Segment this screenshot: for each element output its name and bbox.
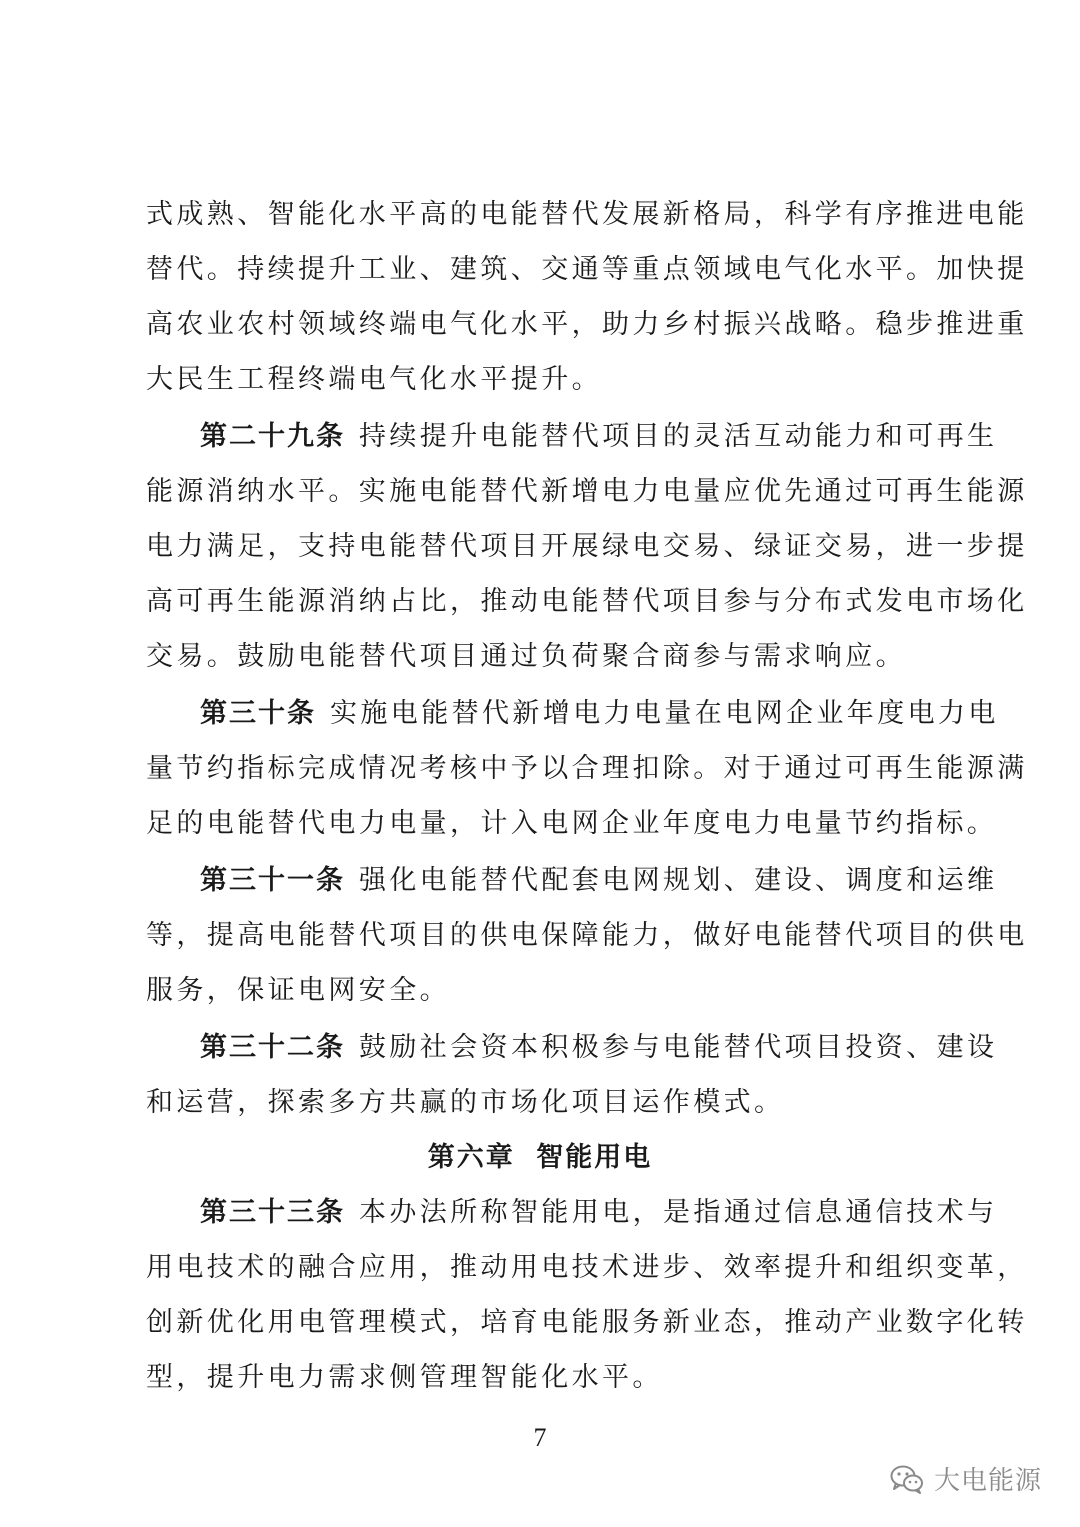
paragraph-line: 等，提高电能替代项目的供电保障能力，做好电能替代项目的供电 xyxy=(146,920,1028,951)
article-29-label: 第二十九条 xyxy=(200,421,345,452)
paragraph-line: 高农业农村领域终端电气化水平，助力乡村振兴战略。稳步推进重 xyxy=(146,309,1028,340)
paragraph-line: 式成熟、智能化水平高的电能替代发展新格局，科学有序推进电能 xyxy=(146,199,1028,230)
article-33-first-line xyxy=(200,1195,998,1231)
article-31-text: 强化电能替代配套电网规划、建设、调度和运维 xyxy=(359,865,998,896)
article-32-label: 第三十二条 xyxy=(200,1032,345,1063)
article-30-label: 第三十条 xyxy=(200,698,316,729)
article-33-label: 第三十三条 xyxy=(200,1197,345,1228)
article-32-first-line xyxy=(200,1030,998,1066)
article-33-text: 本办法所称智能用电，是指通过信息通信技术与 xyxy=(359,1197,998,1228)
paragraph-line: 型，提升电力需求侧管理智能化水平。 xyxy=(146,1362,663,1393)
article-29-text: 持续提升电能替代项目的灵活互动能力和可再生 xyxy=(359,421,998,452)
page-number: 7 xyxy=(533,1423,547,1452)
paragraph-line: 和运营，探索多方共赢的市场化项目运作模式。 xyxy=(146,1087,785,1118)
watermark xyxy=(890,1460,1042,1497)
paragraph-line: 高可再生能源消纳占比，推动电能替代项目参与分布式发电市场化 xyxy=(146,586,1028,617)
watermark-text: 大电能源 xyxy=(933,1466,1042,1496)
paragraph-line: 用电技术的融合应用，推动用电技术进步、效率提升和组织变革， xyxy=(146,1252,1028,1283)
paragraph-line: 电力满足，支持电能替代项目开展绿电交易、绿证交易，进一步提 xyxy=(146,531,1028,562)
paragraph-line: 大民生工程终端电气化水平提升。 xyxy=(146,364,602,395)
paragraph-line: 替代。持续提升工业、建筑、交通等重点领域电气化水平。加快提 xyxy=(146,254,1028,285)
paragraph-line: 交易。鼓励电能替代项目通过负荷聚合商参与需求响应。 xyxy=(146,641,906,672)
paragraph-line: 创新优化用电管理模式，培育电能服务新业态，推动产业数字化转 xyxy=(146,1307,1028,1338)
paragraph-line: 足的电能替代电力电量，计入电网企业年度电力电量节约指标。 xyxy=(146,808,998,839)
article-31-label: 第三十一条 xyxy=(200,865,345,896)
chapter-heading: 第六章 智能用电 xyxy=(427,1142,653,1173)
wechat-icon xyxy=(890,1464,924,1494)
article-32-text: 鼓励社会资本积极参与电能替代项目投资、建设 xyxy=(359,1032,998,1063)
article-29-first-line xyxy=(200,419,998,455)
paragraph-line: 服务，保证电网安全。 xyxy=(146,975,450,1006)
paragraph-line: 能源消纳水平。实施电能替代新增电力电量应优先通过可再生能源 xyxy=(146,476,1028,507)
paragraph-line: 量节约指标完成情况考核中予以合理扣除。对于通过可再生能源满 xyxy=(146,753,1028,784)
article-30-first-line xyxy=(200,696,999,732)
article-30-text: 实施电能替代新增电力电量在电网企业年度电力电 xyxy=(330,698,999,729)
article-31-first-line xyxy=(200,863,998,899)
